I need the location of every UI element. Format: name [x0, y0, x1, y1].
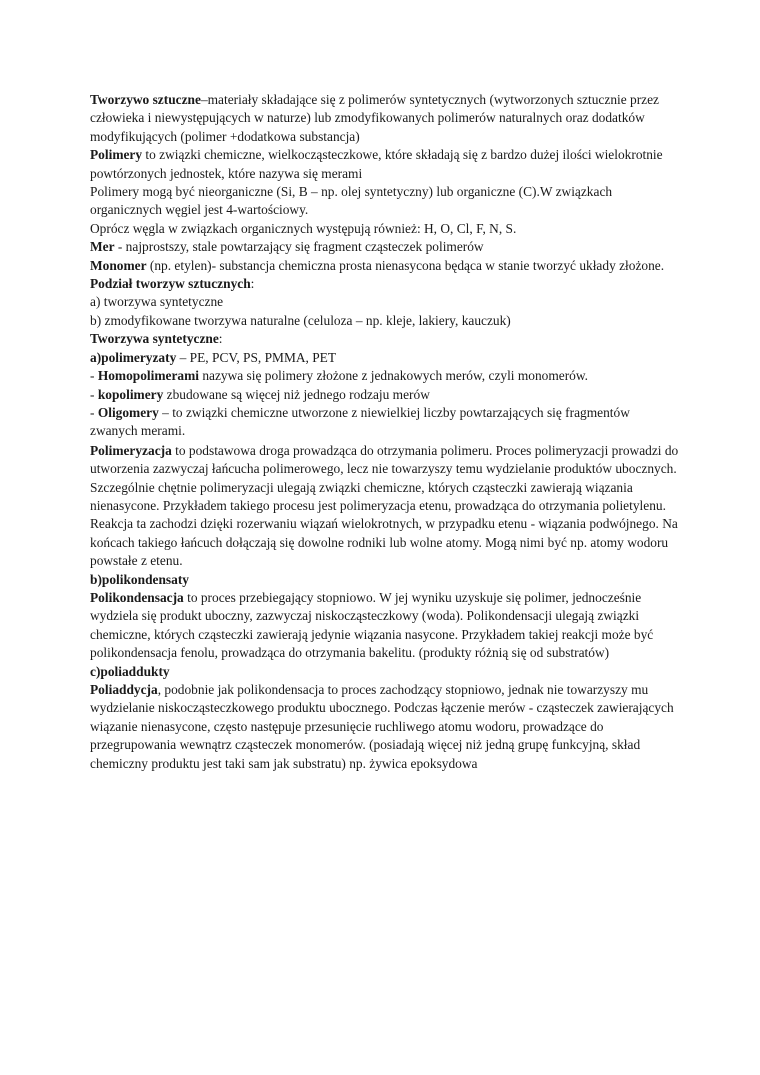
- paragraph-poliaddycja: [90, 681, 680, 773]
- bullet-dash: -: [90, 368, 98, 384]
- definition-monomer: [90, 257, 680, 275]
- list-item-a: [90, 293, 680, 311]
- paragraph-text: , podobnie jak polikondensacja to proces zachodzący stopniowo, jednak nie towarzyszy mu wydzielanie niskocząsteczkowego produktu ubocznego. Podczas łączenie merów - cząsteczek zawierających wiązanie nienasycone, często następuje przesunięcie ruchliwego atomu wodoru, prowadzące do przegrupowania wewnątrz cząsteczek monomerów. (posiadają więcej niż jedną grupę funkcyjną, skład chemiczny produktu jest taki sam jak substratu) np. żywica epoksydowa: [90, 682, 674, 771]
- bullet-dash: -: [90, 404, 98, 420]
- subheading-text: a)polimeryzaty: [90, 349, 177, 365]
- term-polimeryzacja: Polimeryzacja: [90, 442, 172, 458]
- paragraph-text: Polimery mogą być nieorganiczne (Si, B – np. olej syntetyczny) lub organiczne (C).W związkach organicznych węgiel jest 4-wartościowy.: [90, 184, 613, 218]
- term-polikondensacja: Polikondensacja: [90, 589, 184, 605]
- bullet-text: nazywa się polimery złożone z jednakowych merów, czyli monomerów.: [198, 368, 589, 384]
- heading-text: Tworzywa syntetyczne: [90, 331, 219, 347]
- subheading-poliaddukty: [90, 663, 680, 681]
- bullet-oligomery: [90, 404, 680, 441]
- paragraph-polikondensacja: [90, 589, 680, 663]
- bullet-homopolimery: [90, 367, 680, 385]
- paragraph-text: Oprócz węgla w związkach organicznych występują również: H, O, Cl, F, N, S.: [90, 220, 517, 236]
- bullet-text: zbudowane są więcej niż jednego rodzaju merów: [163, 386, 430, 402]
- definition-tworzywo-sztuczne: [90, 91, 680, 146]
- term-homopolimery: Homopolimerami: [97, 368, 199, 384]
- term-oligomery: Oligomery: [97, 404, 159, 420]
- term-mer: Mer: [90, 239, 115, 255]
- definition-text: to związki chemiczne, wielkocząsteczkowe, które składają się z bardzo dużej ilości wielokrotnie powtórzonych jednostek, które nazywa się merami: [90, 147, 663, 181]
- subheading-text: c)poliaddukty: [90, 663, 170, 679]
- bullet-dash: -: [90, 386, 98, 402]
- definition-text: –materiały składające się z polimerów syntetycznych (wytworzonych sztucznie przez człowieka i niewystępujących w naturze) lub zmodyfikowanych polimerów naturalnych oraz dodatków modyfikujących (polimer +dodatkowa substancja): [90, 92, 660, 144]
- term-kopolimery: kopolimery: [97, 386, 164, 402]
- heading-podzial: [90, 275, 680, 293]
- subheading-text: b)polikondensaty: [90, 571, 189, 587]
- document-page: [90, 91, 680, 773]
- paragraph-oprocz-wegla: [90, 220, 680, 238]
- heading-colon: :: [250, 276, 255, 292]
- heading-colon: :: [218, 331, 223, 347]
- paragraph-polimeryzacja: [90, 442, 680, 516]
- term-monomer: Monomer: [90, 257, 147, 273]
- list-item-b: [90, 312, 680, 330]
- term-tworzywo-sztuczne: Tworzywo sztuczne: [90, 92, 201, 107]
- paragraph-polimery-rodzaje: [90, 183, 680, 220]
- subheading-polikondensaty: [90, 571, 680, 589]
- paragraph-reakcja: [90, 515, 680, 570]
- definition-mer: [90, 238, 680, 256]
- term-poliaddycja: Poliaddycja: [90, 682, 158, 697]
- paragraph-text: to podstawowa droga prowadząca do otrzymania polimeru. Proces polimeryzacji prowadzi do utworzenia zazwyczaj łańcucha polimerowego, lecz nie towarzyszy temu wydzielanie produktów ubocznych. Szczególnie chętnie polimeryzacji ulegają związki chemiczne, których cząsteczki zawierają wiązania nienasycone. Przykładem takiego procesu jest polimeryzacja etenu, prowadząca do otrzymania polietylenu.: [90, 442, 679, 513]
- paragraph-text: Reakcja ta zachodzi dzięki rozerwaniu wiązań wielokrotnych, w przypadku etenu - wiązania podwójnego. Na końcach takiego łańcuch dołączają się dowolne rodniki lub wolne atomy. Mogą nimi być np. atomy wodoru powstałe z etenu.: [90, 516, 678, 569]
- list-item-text: b) zmodyfikowane tworzywa naturalne (celuloza – np. kleje, lakiery, kauczuk): [90, 312, 511, 328]
- definition-polimery: [90, 146, 680, 183]
- heading-text: Podział tworzyw sztucznych: [90, 276, 251, 292]
- bullet-text: – to związki chemiczne utworzone z niewielkiej liczby powtarzających się fragmentów zwanych merami.: [90, 404, 630, 439]
- bullet-kopolimery: [90, 386, 680, 404]
- subheading-detail: – PE, PCV, PS, PMMA, PET: [176, 349, 337, 365]
- definition-text: - najprostszy, stale powtarzający się fragment cząsteczek polimerów: [114, 239, 484, 255]
- definition-text: (np. etylen)- substancja chemiczna prosta nienasycona będąca w stanie tworzyć układy złożone.: [146, 257, 665, 273]
- heading-tworzywa-syntetyczne: [90, 330, 680, 348]
- term-polimery: Polimery: [90, 147, 143, 163]
- subheading-polimeryzaty: [90, 349, 680, 367]
- list-item-text: a) tworzywa syntetyczne: [90, 294, 224, 310]
- paragraph-text: to proces przebiegający stopniowo. W jej wyniku uzyskuje się polimer, jednocześnie wydziela się produkt uboczny, zazwyczaj niskocząsteczkowy (woda). Polikondensacji ulegają związki chemiczne, których cząsteczki zawierają jedynie wiązania nasycone. Przykładem takiej reakcji może być polikondensacja fenolu, prowadząca do otrzymania bakelitu. (produkty różnią się od substratów): [90, 589, 654, 661]
